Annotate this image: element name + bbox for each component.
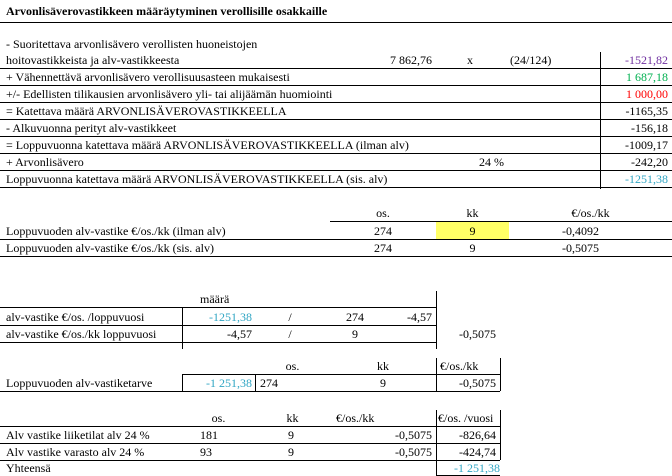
arvonlisavero-percent[interactable]: 24 % — [479, 155, 504, 169]
row-border — [0, 170, 672, 171]
section5-row-eur-vuosi[interactable]: -424,74 — [459, 445, 496, 459]
section1-value-column-border — [600, 52, 601, 189]
suoritettava-label-1: - Suoritettava arvonlisävero verollisten huoneistojen — [6, 37, 258, 51]
section5-right-border — [500, 410, 501, 460]
loppuvuonna-label: = Loppuvuonna katettava määrä ARVONLISÄVEROVASTIKKEELLA (ilman alv) — [6, 138, 409, 152]
section3-row-result[interactable]: -0,5075 — [459, 327, 496, 341]
section2-row-label: Loppuvuoden alv-vastike €/os./kk (sis. alv) — [6, 241, 214, 255]
section3-row-operator: / — [288, 327, 292, 341]
section3-row-divisor[interactable]: 274 — [346, 310, 364, 324]
vahennettava-value[interactable]: 1 687,18 — [626, 70, 668, 84]
section5-row-os[interactable]: 93 — [200, 445, 212, 459]
section3-row-operator: / — [288, 310, 292, 324]
section2-row-eur[interactable]: -0,5075 — [562, 241, 599, 255]
section5-row-label: Alv vastike varasto alv 24 % — [6, 445, 145, 459]
section2-row-os[interactable]: 274 — [374, 224, 392, 238]
section4-kk[interactable]: 9 — [380, 376, 386, 390]
section3-row-maara[interactable]: -1251,38 — [209, 310, 252, 324]
section5-row-eur-vuosi[interactable]: -826,64 — [459, 428, 496, 442]
section2-header-kk: kk — [466, 206, 479, 220]
section5-header-eur-kk: €/os./kk — [336, 411, 375, 425]
section5-row-kk[interactable]: 9 — [288, 428, 294, 442]
section3-row-label: alv-vastike €/os. /loppuvuosi — [6, 310, 145, 324]
section5-header-kk: kk — [286, 411, 299, 425]
row-border — [0, 460, 500, 461]
section2-header-border — [330, 221, 672, 222]
section5-row-label: Alv vastike liiketilat alv 24 % — [6, 428, 150, 442]
section5-row-eur-kk[interactable]: -0,5075 — [395, 445, 432, 459]
katettava-label: = Katettava määrä ARVONLISÄVEROVASTIKKEELLA — [6, 104, 287, 118]
section4-amount[interactable]: -1 251,38 — [206, 376, 252, 390]
row-border — [0, 136, 672, 137]
section2-row-os[interactable]: 274 — [374, 241, 392, 255]
alkuvuonna-label: - Alkuvuonna perityt alv-vastikkeet — [6, 121, 177, 135]
row-border — [0, 119, 672, 120]
sheet-title: Arvonlisäverovastikkeen määräytyminen verollisille osakkaille — [6, 4, 328, 18]
section4-amount-column-border — [255, 374, 256, 391]
row-border — [0, 102, 672, 103]
section2-row-kk[interactable]: 9 — [469, 241, 476, 255]
row-border — [0, 391, 500, 392]
row-border — [0, 187, 672, 188]
section5-row-kk[interactable]: 9 — [288, 445, 294, 459]
sis-alv-value[interactable]: -1251,38 — [625, 172, 668, 186]
section4-right-border — [500, 358, 501, 391]
row-border — [0, 256, 672, 257]
section3-row-label: alv-vastike €/os./kk loppuvuosi — [6, 327, 157, 341]
section2-row-kk[interactable]: 9 — [469, 224, 476, 238]
section4-header-kk: kk — [377, 359, 389, 373]
section2-header-eur: €/os./kk — [571, 206, 610, 220]
section4-label: Loppuvuoden alv-vastiketarve — [6, 376, 153, 390]
katettava-value[interactable]: -1165,35 — [625, 104, 668, 118]
vahennettava-label: + Vähennettävä arvonlisävero verollisuusasteen mukaisesti — [6, 70, 290, 84]
row-border — [0, 153, 672, 154]
section4-header-eur: €/os./kk — [440, 359, 479, 373]
edellisten-value[interactable]: 1 000,00 — [626, 87, 668, 101]
section2-row-eur[interactable]: -0,4092 — [562, 224, 599, 238]
arvonlisavero-value[interactable]: -242,20 — [631, 155, 668, 169]
arvonlisavero-label: + Arvonlisävero — [6, 155, 84, 169]
suoritettava-ratio: (24/124) — [510, 53, 552, 67]
row-border — [0, 68, 672, 69]
row-border — [0, 85, 672, 86]
section3-row-result[interactable]: -4,57 — [407, 310, 432, 324]
section3-header-border — [0, 307, 436, 308]
section5-row-os[interactable]: 181 — [200, 428, 218, 442]
section2-row-label: Loppuvuoden alv-vastike €/os./kk (ilman alv) — [6, 224, 226, 238]
section5-total-value[interactable]: -1 251,38 — [454, 461, 500, 475]
section2-header-os: os. — [376, 206, 390, 220]
title-underline — [0, 22, 672, 23]
edellisten-label: +/- Edellisten tilikausien arvonlisävero yli- tai alijäämän huomiointi — [6, 87, 333, 101]
suoritettava-amount[interactable]: 7 862,76 — [390, 53, 432, 67]
suoritettava-operator: x — [467, 53, 473, 67]
section5-header-eur-vuosi: €/os. /vuosi — [438, 411, 494, 425]
section5-total-label: Yhteensä — [6, 461, 51, 475]
section3-row-divisor[interactable]: 9 — [352, 327, 358, 341]
section3-header-maara: määrä — [200, 292, 230, 306]
section5-row-eur-kk[interactable]: -0,5075 — [395, 428, 432, 442]
suoritettava-result[interactable]: -1521,82 — [625, 53, 668, 67]
section4-os[interactable]: 274 — [260, 376, 278, 390]
alkuvuonna-value[interactable]: -156,18 — [631, 121, 668, 135]
sis-alv-label: Loppuvuonna katettava määrä ARVONLISÄVEROVASTIKKEELLA (sis. alv) — [6, 172, 388, 186]
suoritettava-label-2: hoitovastikkeista ja alv-vastikkeesta — [6, 53, 180, 67]
section4-eur[interactable]: -0,5075 — [459, 376, 496, 390]
section3-row-maara[interactable]: -4,57 — [227, 327, 252, 341]
row-border — [0, 342, 436, 343]
section5-header-os: os. — [211, 411, 226, 425]
loppuvuonna-value[interactable]: -1009,17 — [625, 138, 668, 152]
section4-header-os: os. — [285, 359, 300, 373]
